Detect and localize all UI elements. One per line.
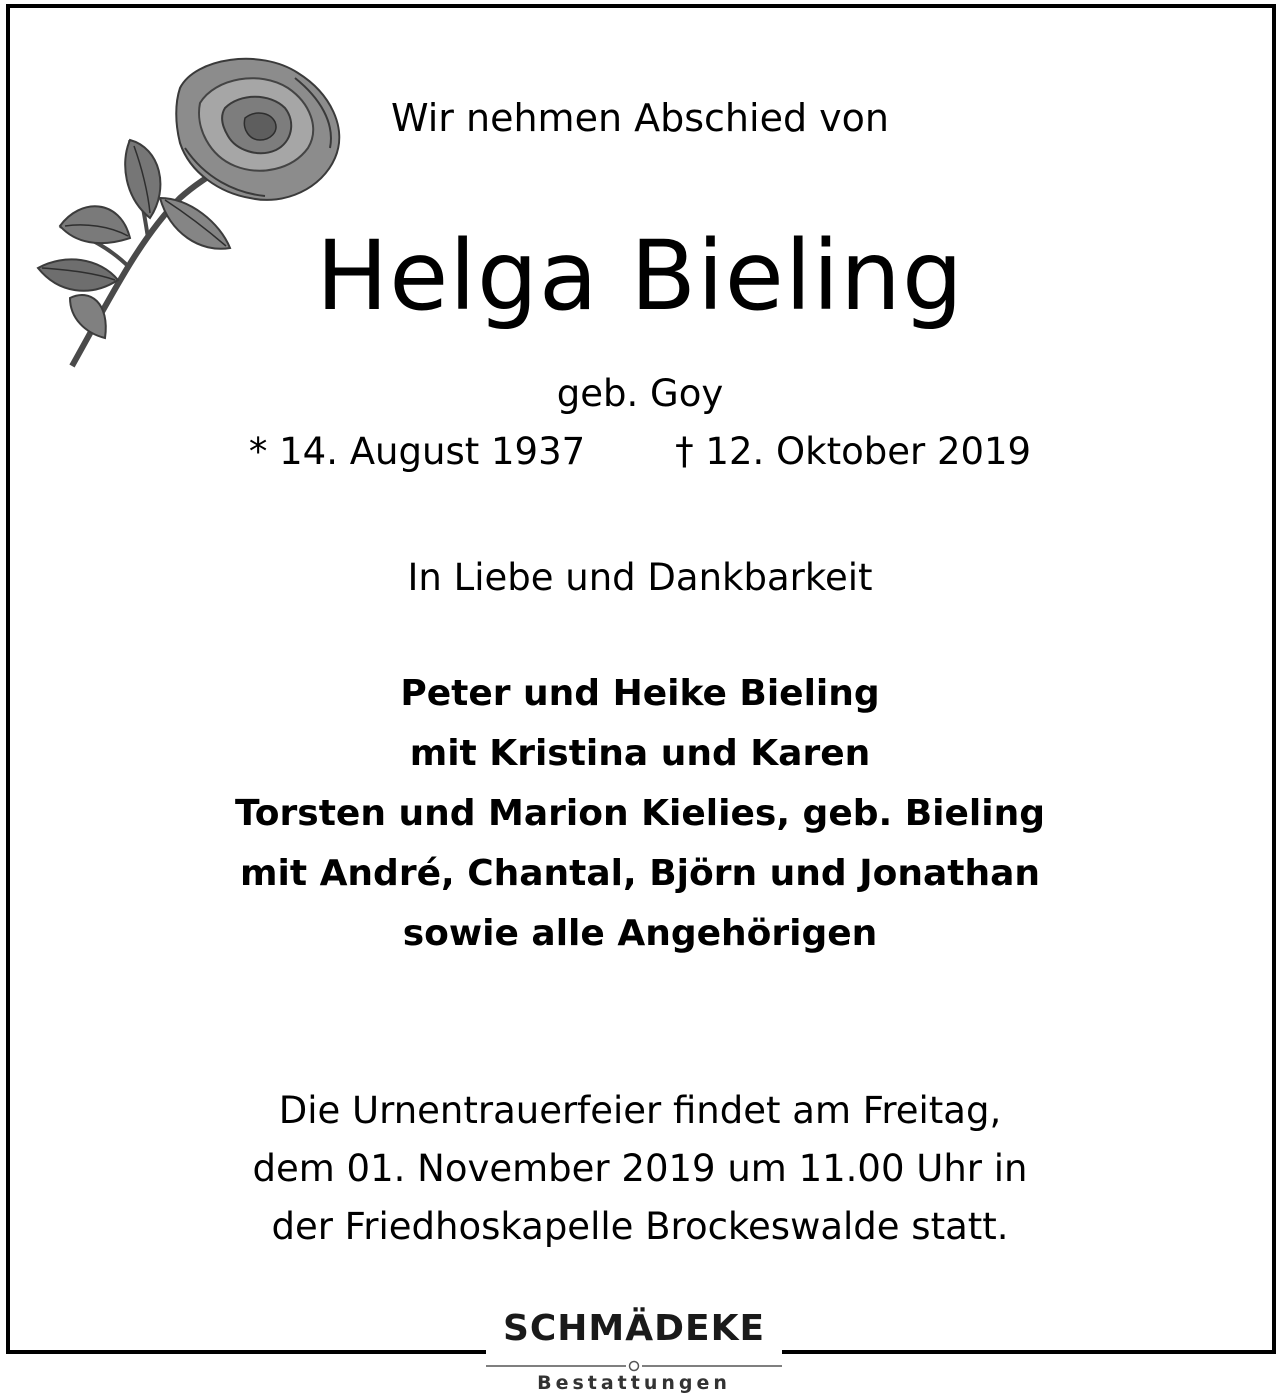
ceremony-line: Die Urnentrauerfeier findet am Freitag, [278, 1089, 1002, 1132]
birth-date: * 14. August 1937 [248, 430, 586, 473]
ceremony-info [0, 1082, 1280, 1256]
mourner-line: Torsten und Marion Kielies, geb. Bieling [235, 793, 1045, 834]
ceremony-line: der Friedhoskapelle Brockeswalde statt. [271, 1205, 1009, 1248]
maiden-name: geb. Goy [556, 372, 724, 415]
mourner-line: mit André, Chantal, Björn und Jonathan [239, 853, 1041, 894]
logo-subtitle: Bestattungen [537, 1372, 731, 1394]
life-dates [0, 430, 1280, 473]
mourners-list [0, 664, 1280, 964]
death-date: † 12. Oktober 2019 [675, 430, 1032, 473]
logo-rule-icon [486, 1360, 782, 1372]
mourner-line: sowie alle Angehörigen [402, 913, 878, 954]
intro-text: Wir nehmen Abschied von [391, 96, 889, 140]
deceased-name: Helga Bieling [316, 220, 964, 332]
mourner-line: mit Kristina und Karen [409, 733, 871, 774]
logo-name: SCHMÄDEKE [502, 1308, 766, 1349]
ceremony-line: dem 01. November 2019 um 11.00 Uhr in [252, 1147, 1028, 1190]
mourner-line: Peter und Heike Bieling [400, 673, 880, 714]
funeral-home-logo [486, 1296, 782, 1399]
sentiment-text: In Liebe und Dankbarkeit [407, 556, 873, 599]
